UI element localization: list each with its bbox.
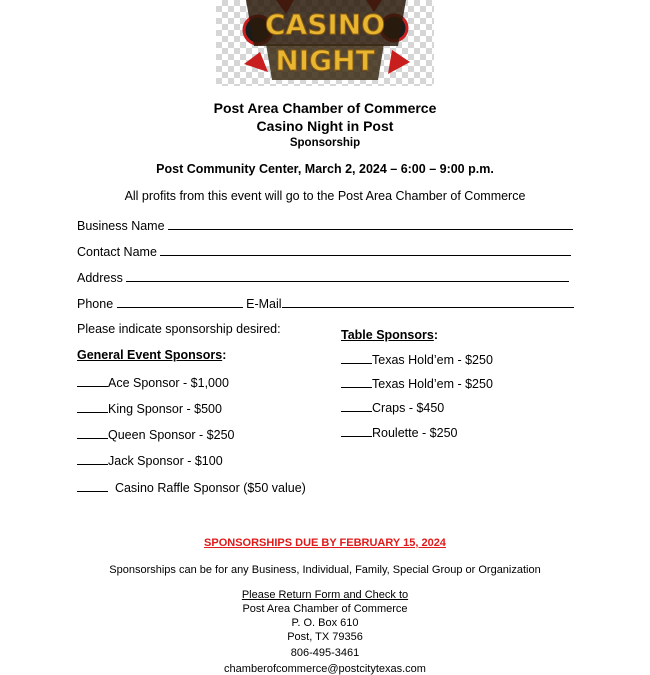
general-sponsor-option[interactable]: Casino Raffle Sponsor ($50 value) (77, 480, 306, 495)
table-sponsor-option[interactable]: Roulette - $250 (341, 425, 457, 440)
logo-casino-text: CASINO (264, 8, 386, 41)
table-sponsor-option[interactable]: Texas Hold’em - $250 (341, 352, 493, 367)
general-sponsor-option[interactable]: Jack Sponsor - $100 (77, 453, 223, 468)
checkbox-blank[interactable] (341, 376, 372, 388)
general-sponsor-option[interactable]: Ace Sponsor - $1,000 (77, 375, 229, 390)
checkbox-blank[interactable] (341, 400, 372, 412)
contact-email[interactable]: chamberofcommerce@postcitytexas.com (224, 663, 426, 675)
checkbox-blank[interactable] (77, 480, 108, 492)
logo-night-text: NIGHT (275, 44, 375, 77)
venue-date: Post Community Center, March 2, 2024 – 6:00 – 9:00 p.m. (156, 162, 494, 176)
email-label: E-Mail (246, 297, 282, 311)
org-title: Post Area Chamber of Commerce (213, 100, 437, 116)
mailing-city: Post, TX 79356 (287, 631, 363, 643)
checkbox-blank[interactable] (77, 375, 108, 387)
address-field[interactable] (126, 270, 569, 282)
contact-name-label: Contact Name (77, 245, 157, 259)
mailing-org: Post Area Chamber of Commerce (242, 603, 408, 615)
business-name-label: Business Name (77, 219, 165, 233)
checkbox-blank[interactable] (77, 401, 108, 413)
checkbox-blank[interactable] (77, 427, 108, 439)
address-row (77, 270, 569, 285)
business-name-row (77, 218, 573, 233)
sponsorship-eligibility-note: Sponsorships can be for any Business, Individual, Family, Special Group or Organization (109, 564, 541, 576)
general-sponsor-option[interactable]: Queen Sponsor - $250 (77, 427, 234, 442)
table-sponsors-heading: Table Sponsors: (341, 328, 439, 342)
phone-email-row (77, 296, 574, 311)
event-title: Casino Night in Post (256, 118, 394, 134)
email-field[interactable] (282, 296, 574, 308)
business-name-field[interactable] (168, 218, 573, 230)
due-date-notice: SPONSORSHIPS DUE BY FEBRUARY 15, 2024 (204, 537, 446, 549)
checkbox-blank[interactable] (341, 352, 372, 364)
casino-night-logo-art (216, 0, 434, 86)
checkbox-blank[interactable] (341, 425, 372, 437)
address-label: Address (77, 271, 123, 285)
sponsorship-subtitle: Sponsorship (289, 137, 361, 149)
phone-field[interactable] (117, 296, 243, 308)
table-sponsor-option[interactable]: Texas Hold’em - $250 (341, 376, 493, 391)
mailing-po-box: P. O. Box 610 (291, 617, 359, 629)
checkbox-blank[interactable] (77, 453, 108, 465)
return-instructions: Please Return Form and Check to (241, 589, 409, 601)
table-sponsor-option[interactable]: Craps - $450 (341, 400, 444, 415)
profits-note: All profits from this event will go to the Post Area Chamber of Commerce (124, 189, 526, 203)
phone-label: Phone (77, 297, 114, 311)
contact-name-row (77, 244, 571, 259)
indicate-note: Please indicate sponsorship desired: (77, 322, 281, 336)
contact-name-field[interactable] (160, 244, 571, 256)
general-sponsor-option[interactable]: King Sponsor - $500 (77, 401, 222, 416)
contact-phone: 806-495-3461 (290, 647, 360, 659)
casino-night-logo (216, 0, 434, 86)
general-sponsors-heading: General Event Sponsors: (77, 348, 227, 362)
